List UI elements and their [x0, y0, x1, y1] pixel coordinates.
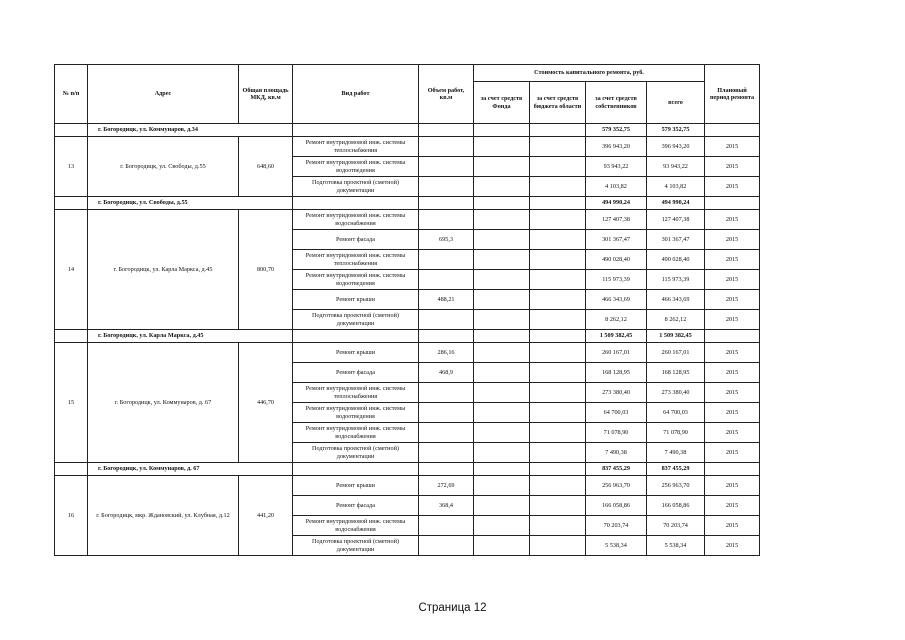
owners-cell: 490 028,40: [586, 250, 647, 270]
owners-cell: 127 407,38: [586, 210, 647, 230]
owners-cell: 301 367,47: [586, 230, 647, 250]
total-cell: 466 343,69: [647, 290, 705, 310]
header-fund: за счет средств Фонда: [474, 82, 530, 124]
total-cell: 168 128,95: [647, 363, 705, 383]
table-row: [55, 343, 760, 363]
volume-cell: [419, 463, 474, 476]
work-cell: Ремонт внутридомовой инж. системы водоснабжения: [293, 423, 419, 443]
total-cell: 115 973,39: [647, 270, 705, 290]
owners-cell: 168 128,95: [586, 363, 647, 383]
total-cell: 260 167,01: [647, 343, 705, 363]
period-cell: 2015: [705, 343, 760, 363]
period-cell: 2015: [705, 363, 760, 383]
regional-cell: [530, 250, 586, 270]
period-cell: 2015: [705, 476, 760, 496]
work-cell: [293, 330, 419, 343]
table-row: [55, 210, 760, 230]
fund-cell: [474, 383, 530, 403]
period-cell: 2015: [705, 250, 760, 270]
subtotal-row: [55, 330, 760, 343]
work-cell: Ремонт внутридомовой инж. системы водоотведения: [293, 403, 419, 423]
period-cell: [705, 197, 760, 210]
work-cell: Ремонт внутридомовой инж. системы теплоснабжения: [293, 137, 419, 157]
fund-cell: [474, 496, 530, 516]
volume-cell: [419, 536, 474, 556]
num-cell: 13: [55, 137, 88, 197]
num-cell: 15: [55, 343, 88, 463]
regional-cell: [530, 197, 586, 210]
total-cell: 93 943,22: [647, 157, 705, 177]
header-cost-group: Стоимость капитального ремонта, руб.: [474, 65, 705, 82]
period-cell: 2015: [705, 137, 760, 157]
volume-cell: [419, 516, 474, 536]
fund-cell: [474, 403, 530, 423]
table-row: [55, 476, 760, 496]
regional-cell: [530, 383, 586, 403]
period-cell: 2015: [705, 443, 760, 463]
work-cell: Ремонт внутридомовой инж. системы водоснабжения: [293, 516, 419, 536]
num-cell: [55, 197, 88, 210]
fund-cell: [474, 270, 530, 290]
header-volume: Объем работ, кв.м: [419, 65, 474, 124]
owners-cell: 8 262,12: [586, 310, 647, 330]
work-cell: Подготовка проектной (сметной) документации: [293, 536, 419, 556]
regional-cell: [530, 124, 586, 137]
owners-cell: 7 490,38: [586, 443, 647, 463]
regional-cell: [530, 363, 586, 383]
fund-cell: [474, 157, 530, 177]
volume-cell: 468,9: [419, 363, 474, 383]
owners-cell: 5 538,34: [586, 536, 647, 556]
work-cell: Подготовка проектной (сметной) документации: [293, 310, 419, 330]
work-cell: Ремонт внутридомовой инж. системы водоотведения: [293, 270, 419, 290]
regional-cell: [530, 290, 586, 310]
volume-cell: [419, 210, 474, 230]
regional-cell: [530, 310, 586, 330]
subtotal-owners: 1 509 382,45: [586, 330, 647, 343]
volume-cell: [419, 423, 474, 443]
volume-cell: [419, 443, 474, 463]
regional-cell: [530, 230, 586, 250]
work-cell: Ремонт крыши: [293, 290, 419, 310]
owners-cell: 466 343,69: [586, 290, 647, 310]
area-cell: 441,20: [239, 476, 293, 556]
header-work-type: Вид работ: [293, 65, 419, 124]
total-cell: 396 943,20: [647, 137, 705, 157]
owners-cell: 166 058,86: [586, 496, 647, 516]
period-cell: 2015: [705, 310, 760, 330]
subtotal-row: [55, 124, 760, 137]
fund-cell: [474, 197, 530, 210]
fund-cell: [474, 290, 530, 310]
subtotal-row: [55, 197, 760, 210]
area-cell: 648,60: [239, 137, 293, 197]
regional-cell: [530, 476, 586, 496]
fund-cell: [474, 476, 530, 496]
fund-cell: [474, 124, 530, 137]
regional-cell: [530, 330, 586, 343]
volume-cell: 368,4: [419, 496, 474, 516]
total-cell: 8 262,12: [647, 310, 705, 330]
regional-cell: [530, 270, 586, 290]
area-cell: 446,70: [239, 343, 293, 463]
subtotal-address: г. Богородицк, ул. Коммунаров, д. 67: [88, 463, 293, 476]
work-cell: [293, 463, 419, 476]
volume-cell: [419, 330, 474, 343]
regional-cell: [530, 157, 586, 177]
header-area: Общая площадь МКД, кв.м: [239, 65, 293, 124]
work-cell: Ремонт внутридомовой инж. системы водоснабжения: [293, 210, 419, 230]
num-cell: 14: [55, 210, 88, 330]
regional-cell: [530, 177, 586, 197]
period-cell: [705, 330, 760, 343]
subtotal-address: г. Богородицк, ул. Свободы, д.55: [88, 197, 293, 210]
subtotal-owners: 837 455,29: [586, 463, 647, 476]
address-cell: г. Богородицк, мкр. Ждановский, ул. Клубная, д.12: [88, 476, 239, 556]
volume-cell: 286,16: [419, 343, 474, 363]
num-cell: 16: [55, 476, 88, 556]
period-cell: 2015: [705, 157, 760, 177]
volume-cell: [419, 310, 474, 330]
total-cell: 4 103,82: [647, 177, 705, 197]
subtotal-address: г. Богородицк, ул. Карла Маркса, д.45: [88, 330, 293, 343]
num-cell: [55, 463, 88, 476]
period-cell: 2015: [705, 496, 760, 516]
work-cell: Ремонт фасада: [293, 230, 419, 250]
work-cell: Подготовка проектной (сметной) документации: [293, 443, 419, 463]
subtotal-owners: 494 990,24: [586, 197, 647, 210]
num-cell: [55, 330, 88, 343]
period-cell: 2015: [705, 290, 760, 310]
owners-cell: 115 973,39: [586, 270, 647, 290]
total-cell: 7 490,38: [647, 443, 705, 463]
owners-cell: 396 943,20: [586, 137, 647, 157]
regional-cell: [530, 536, 586, 556]
page-number: Страница 12: [418, 602, 487, 614]
regional-cell: [530, 516, 586, 536]
regional-cell: [530, 423, 586, 443]
volume-cell: [419, 383, 474, 403]
subtotal-total: 1 509 382,45: [647, 330, 705, 343]
owners-cell: 260 167,01: [586, 343, 647, 363]
volume-cell: 695,3: [419, 230, 474, 250]
header-total: всего: [647, 82, 705, 124]
volume-cell: 272,69: [419, 476, 474, 496]
period-cell: 2015: [705, 210, 760, 230]
period-cell: 2015: [705, 270, 760, 290]
period-cell: 2015: [705, 230, 760, 250]
owners-cell: 64 700,03: [586, 403, 647, 423]
period-cell: 2015: [705, 423, 760, 443]
work-cell: Подготовка проектной (сметной) документации: [293, 177, 419, 197]
fund-cell: [474, 177, 530, 197]
period-cell: 2015: [705, 516, 760, 536]
work-cell: Ремонт фасада: [293, 496, 419, 516]
regional-cell: [530, 137, 586, 157]
fund-cell: [474, 536, 530, 556]
total-cell: 5 538,34: [647, 536, 705, 556]
fund-cell: [474, 463, 530, 476]
regional-cell: [530, 496, 586, 516]
subtotal-owners: 579 352,75: [586, 124, 647, 137]
fund-cell: [474, 516, 530, 536]
table-body: [55, 124, 760, 556]
fund-cell: [474, 310, 530, 330]
period-cell: 2015: [705, 403, 760, 423]
owners-cell: 256 963,70: [586, 476, 647, 496]
period-cell: 2015: [705, 383, 760, 403]
address-cell: г. Богородицк, ул. Коммунаров, д. 67: [88, 343, 239, 463]
volume-cell: [419, 270, 474, 290]
fund-cell: [474, 250, 530, 270]
area-cell: 800,70: [239, 210, 293, 330]
total-cell: 273 380,40: [647, 383, 705, 403]
work-cell: Ремонт внутридомовой инж. системы теплоснабжения: [293, 383, 419, 403]
fund-cell: [474, 363, 530, 383]
total-cell: 64 700,03: [647, 403, 705, 423]
header-owners: за счет средств собственников: [586, 82, 647, 124]
subtotal-row: [55, 463, 760, 476]
volume-cell: [419, 250, 474, 270]
fund-cell: [474, 137, 530, 157]
fund-cell: [474, 230, 530, 250]
capital-repair-table: [54, 64, 760, 556]
subtotal-total: 579 352,75: [647, 124, 705, 137]
header-regional: за счет средств бюджета области: [530, 82, 586, 124]
header-address: Адрес: [88, 65, 239, 124]
period-cell: 2015: [705, 536, 760, 556]
work-cell: [293, 124, 419, 137]
work-cell: Ремонт внутридомовой инж. системы теплоснабжения: [293, 250, 419, 270]
period-cell: [705, 463, 760, 476]
total-cell: 71 078,90: [647, 423, 705, 443]
owners-cell: 4 103,82: [586, 177, 647, 197]
volume-cell: [419, 177, 474, 197]
fund-cell: [474, 210, 530, 230]
header-num: № п/п: [55, 65, 88, 124]
num-cell: [55, 124, 88, 137]
subtotal-total: 837 455,29: [647, 463, 705, 476]
volume-cell: [419, 157, 474, 177]
volume-cell: [419, 197, 474, 210]
total-cell: 301 367,47: [647, 230, 705, 250]
owners-cell: 273 380,40: [586, 383, 647, 403]
owners-cell: 93 943,22: [586, 157, 647, 177]
subtotal-total: 494 990,24: [647, 197, 705, 210]
total-cell: 490 028,40: [647, 250, 705, 270]
header-period: Плановый период ремонта: [705, 65, 760, 124]
address-cell: г. Богородицк, ул. Свободы, д.55: [88, 137, 239, 197]
address-cell: г. Богородицк, ул. Карла Маркса, д.45: [88, 210, 239, 330]
volume-cell: [419, 137, 474, 157]
fund-cell: [474, 443, 530, 463]
fund-cell: [474, 423, 530, 443]
regional-cell: [530, 403, 586, 423]
regional-cell: [530, 210, 586, 230]
fund-cell: [474, 343, 530, 363]
owners-cell: 70 203,74: [586, 516, 647, 536]
work-cell: Ремонт крыши: [293, 343, 419, 363]
period-cell: 2015: [705, 177, 760, 197]
volume-cell: 488,21: [419, 290, 474, 310]
fund-cell: [474, 330, 530, 343]
period-cell: [705, 124, 760, 137]
work-cell: Ремонт внутридомовой инж. системы водоотведения: [293, 157, 419, 177]
owners-cell: 71 078,90: [586, 423, 647, 443]
work-cell: Ремонт крыши: [293, 476, 419, 496]
regional-cell: [530, 463, 586, 476]
regional-cell: [530, 443, 586, 463]
volume-cell: [419, 124, 474, 137]
work-cell: Ремонт фасада: [293, 363, 419, 383]
regional-cell: [530, 343, 586, 363]
total-cell: 256 963,70: [647, 476, 705, 496]
table-row: [55, 137, 760, 157]
total-cell: 127 407,38: [647, 210, 705, 230]
subtotal-address: г. Богородицк, ул. Коммунаров, д.34: [88, 124, 293, 137]
total-cell: 166 058,86: [647, 496, 705, 516]
work-cell: [293, 197, 419, 210]
total-cell: 70 203,74: [647, 516, 705, 536]
volume-cell: [419, 403, 474, 423]
